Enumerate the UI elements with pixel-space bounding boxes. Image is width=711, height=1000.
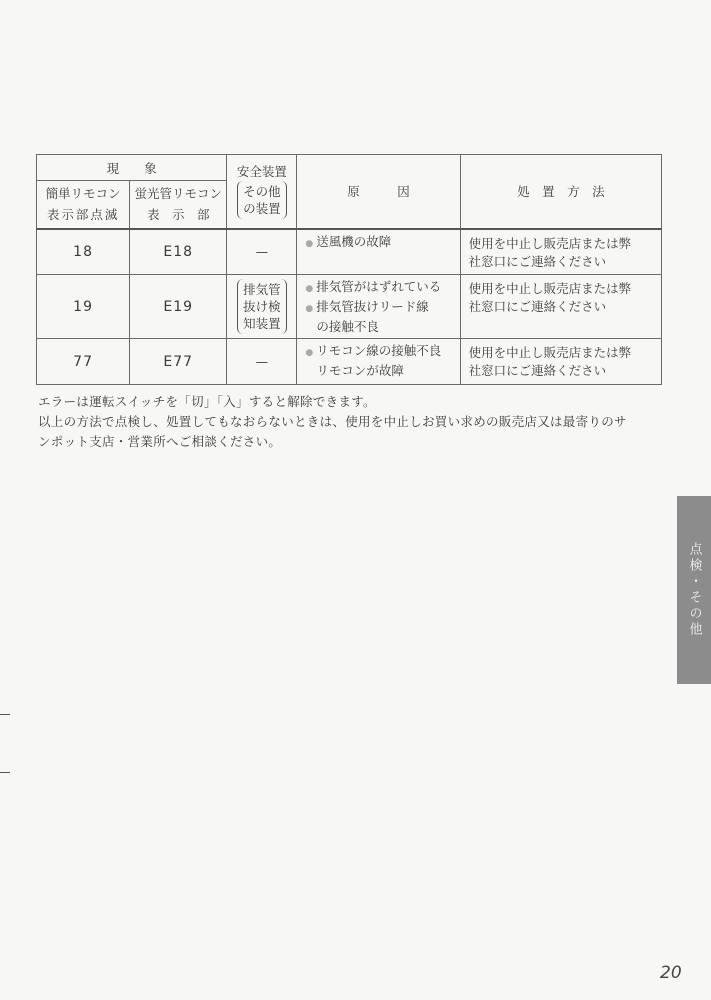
safety-line: 排気管 — [243, 282, 281, 297]
section-tab-label: 点検・その他 — [686, 542, 702, 638]
cause-line: ● 排気管がはずれている — [305, 279, 442, 294]
notes — [38, 392, 678, 452]
safety-other-line1: その他 — [243, 184, 281, 200]
error-code-table — [36, 154, 662, 385]
cause-line: ● リモコン線の接触不良 — [305, 343, 442, 358]
bullet-icon: ● — [305, 304, 314, 314]
cause-line: ● 送風機の故障 — [305, 233, 392, 249]
cause-line: リモコンが故障 — [316, 363, 404, 378]
action-cell — [460, 275, 661, 339]
fluor-remote-label: 蛍光管リモコン — [134, 186, 222, 202]
cause-header: 原 因 — [297, 155, 460, 229]
note-line: ンポット支店・営業所へご相談ください。 — [38, 434, 282, 449]
bullet-icon: ● — [305, 284, 314, 294]
safety-device-label: 安全装置 — [236, 164, 287, 180]
simple-code: 19 — [37, 275, 130, 339]
safety-device-paren — [237, 279, 287, 334]
simple-code: 18 — [37, 229, 130, 275]
safety-other-paren — [237, 181, 287, 219]
table-row — [37, 229, 662, 275]
simple-remote-sublabel: 表示部点滅 — [46, 207, 120, 223]
table-row — [37, 339, 662, 385]
safety-cell — [227, 275, 297, 339]
fluor-code: E18 — [130, 229, 227, 275]
safety-line: 知装置 — [243, 316, 281, 331]
action-cell — [460, 339, 661, 385]
margin-mark — [0, 772, 10, 773]
fluor-code: E77 — [130, 339, 227, 385]
action-line: 社窓口にご連絡ください — [468, 299, 607, 314]
action-line: 社窓口にご連絡ください — [468, 363, 607, 378]
section-tab — [677, 496, 711, 684]
action-cell — [460, 229, 661, 275]
margin-mark — [0, 714, 10, 715]
safety-none: — — [227, 229, 297, 275]
bullet-icon: ● — [305, 238, 314, 249]
action-line: 使用を中止し販売店または弊 — [468, 345, 632, 360]
action-line: 使用を中止し販売店または弊 — [468, 235, 632, 251]
safety-device-header — [227, 155, 297, 229]
note-line: 以上の方法で点検し、処置してもなおらないときは、使用を中止しお買い求めの販売店又は最寄りのサ — [38, 414, 627, 429]
safety-none: — — [227, 339, 297, 385]
fluor-remote-header — [130, 181, 227, 229]
simple-remote-label: 簡単リモコン — [45, 186, 121, 202]
phenomenon-header: 現 象 — [37, 155, 227, 181]
simple-remote-header — [37, 181, 130, 229]
cause-line: ● 排気管抜けリード線 — [305, 299, 429, 314]
action-line: 社窓口にご連絡ください — [468, 253, 607, 269]
cause-line: の接触不良 — [316, 319, 379, 334]
bullet-icon: ● — [305, 348, 314, 358]
safety-other-line2: の装置 — [243, 201, 281, 217]
note-line: エラーは運転スイッチを「切」「入」すると解除できます。 — [38, 394, 376, 409]
table-row — [37, 275, 662, 339]
fluor-remote-sublabel: 表 示 部 — [146, 207, 210, 223]
cause-cell — [297, 339, 460, 385]
cause-cell — [297, 229, 460, 275]
cause-cell — [297, 275, 460, 339]
page-number: 20 — [660, 963, 682, 983]
safety-line: 抜け検 — [243, 299, 281, 314]
action-line: 使用を中止し販売店または弊 — [468, 281, 632, 296]
action-header: 処 置 方 法 — [460, 155, 661, 229]
fluor-code: E19 — [130, 275, 227, 339]
simple-code: 77 — [37, 339, 130, 385]
